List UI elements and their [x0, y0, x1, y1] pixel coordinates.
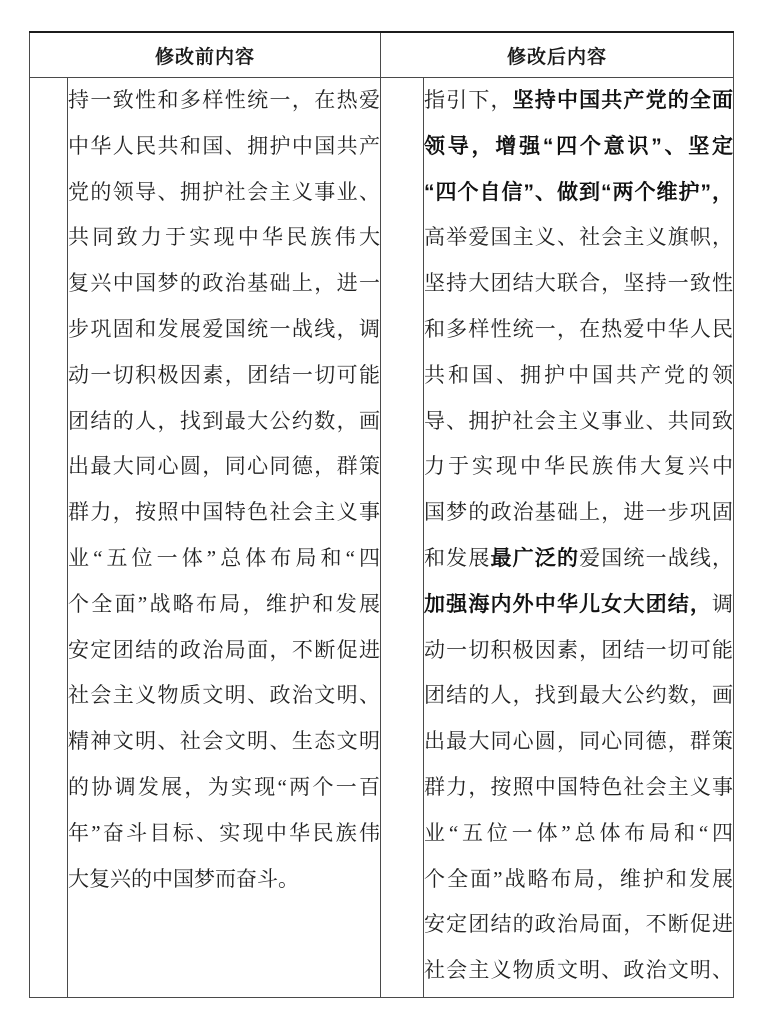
text-line — [68, 444, 380, 490]
text-segment: 导、拥护社会主义事业、共同致 — [424, 408, 734, 433]
text-segment: 团结的人，找到最大公约数，画 — [68, 408, 381, 433]
text-segment: 和发展 — [424, 545, 491, 570]
text-line — [424, 124, 733, 170]
text-segment: 的协调发展，为实现“两个一百 — [68, 774, 381, 799]
text-segment: 业“五位一体”总体布局和“四 — [424, 820, 734, 845]
text-segment: 安定团结的政治局面，不断促进 — [68, 637, 381, 662]
text-line — [68, 490, 380, 536]
text-segment: 个全面”战略布局，维护和发展 — [424, 866, 734, 891]
text-line — [68, 628, 380, 674]
text-line — [424, 78, 733, 124]
text-segment: 大复兴的中国梦而奋斗。 — [68, 866, 299, 891]
gutter-cell-left — [30, 78, 68, 998]
text-segment: 党的领导、拥护社会主义事业、 — [68, 179, 381, 204]
header-before-content: 修改前内容 — [30, 32, 381, 78]
text-line — [424, 582, 733, 628]
text-segment: 力于实现中华民族伟大复兴中 — [424, 454, 734, 479]
text-segment: 社会主义物质文明、政治文明、 — [68, 683, 381, 708]
text-segment: 群力，按照中国特色社会主义事 — [68, 500, 381, 525]
inserted-bold-text: 领导，增强“四个意识”、坚定 — [424, 134, 734, 158]
text-line — [424, 307, 733, 353]
text-line — [68, 170, 380, 216]
text-segment: 出最大同心圆，同心同德，群策 — [424, 729, 734, 754]
text-line — [68, 673, 380, 719]
text-line — [68, 353, 380, 399]
text-segment: 业“五位一体”总体布局和“四 — [68, 545, 381, 570]
text-line — [424, 536, 733, 582]
text-segment: 共同致力于实现中华民族伟大 — [68, 225, 381, 250]
text-line — [68, 719, 380, 765]
text-segment: 社会主义物质文明、政治文明、 — [424, 958, 734, 983]
text-line — [68, 765, 380, 811]
text-line — [68, 307, 380, 353]
inserted-bold-text: “四个自信”、做到“两个维护”， — [424, 180, 734, 204]
text-line — [68, 78, 380, 124]
text-line — [68, 536, 380, 582]
text-segment: 安定团结的政治局面，不断促进 — [424, 912, 734, 937]
text-segment: 高举爱国主义、社会主义旗帜， — [424, 225, 734, 250]
text-segment: 坚持大团结大联合，坚持一致性 — [424, 271, 734, 296]
inserted-bold-text: 最广泛的 — [490, 546, 580, 570]
text-segment: 年”奋斗目标、实现中华民族伟 — [68, 820, 381, 845]
text-line — [424, 628, 733, 674]
text-line — [424, 902, 733, 948]
text-segment: 共和国、拥护中国共产党的领 — [424, 362, 734, 387]
text-line — [424, 765, 733, 811]
text-line — [424, 490, 733, 536]
text-segment: 群力，按照中国特色社会主义事 — [424, 774, 734, 799]
text-segment: 动一切积极因素，团结一切可能 — [424, 637, 734, 662]
text-line — [424, 399, 733, 445]
text-line — [68, 124, 380, 170]
text-segment: 出最大同心圆，同心同德，群策 — [68, 454, 381, 479]
text-segment: 步巩固和发展爱国统一战线，调 — [68, 316, 381, 341]
text-line — [424, 673, 733, 719]
text-line — [424, 261, 733, 307]
text-line — [68, 582, 380, 628]
text-segment: 团结的人，找到最大公约数，画 — [424, 683, 734, 708]
table-header-row — [30, 32, 734, 78]
text-segment: 爱国统一战线， — [579, 545, 734, 570]
text-line — [68, 399, 380, 445]
before-content-cell — [68, 78, 381, 998]
text-line — [424, 948, 733, 994]
text-segment: 动一切积极因素，团结一切可能 — [68, 362, 381, 387]
text-line — [424, 215, 733, 261]
text-line — [68, 261, 380, 307]
after-content-cell — [424, 78, 734, 998]
gutter-cell-right — [381, 78, 424, 998]
text-line — [68, 811, 380, 857]
text-line — [68, 215, 380, 261]
text-segment: 持一致性和多样性统一，在热爱 — [68, 88, 381, 112]
text-line — [68, 857, 380, 903]
comparison-table — [29, 31, 734, 998]
inserted-bold-text: 加强海内外中华儿女大团结， — [424, 592, 713, 616]
text-line — [424, 444, 733, 490]
text-segment: 复兴中国梦的政治基础上，进一 — [68, 271, 381, 296]
text-line — [424, 719, 733, 765]
text-line — [424, 857, 733, 903]
text-line — [424, 353, 733, 399]
text-segment: 精神文明、社会文明、生态文明 — [68, 729, 381, 754]
text-segment: 指引下， — [424, 88, 513, 112]
text-segment: 调 — [712, 591, 734, 616]
text-segment: 个全面”战略布局，维护和发展 — [68, 591, 381, 616]
header-after-content: 修改后内容 — [381, 32, 734, 78]
text-segment: 中华人民共和国、拥护中国共产 — [68, 133, 381, 158]
table-body-row — [30, 78, 734, 998]
text-segment: 国梦的政治基础上，进一步巩固 — [424, 500, 734, 525]
text-line — [424, 170, 733, 216]
text-line — [424, 811, 733, 857]
text-segment: 和多样性统一，在热爱中华人民 — [424, 316, 734, 341]
inserted-bold-text: 坚持中国共产党的全面 — [512, 89, 734, 112]
